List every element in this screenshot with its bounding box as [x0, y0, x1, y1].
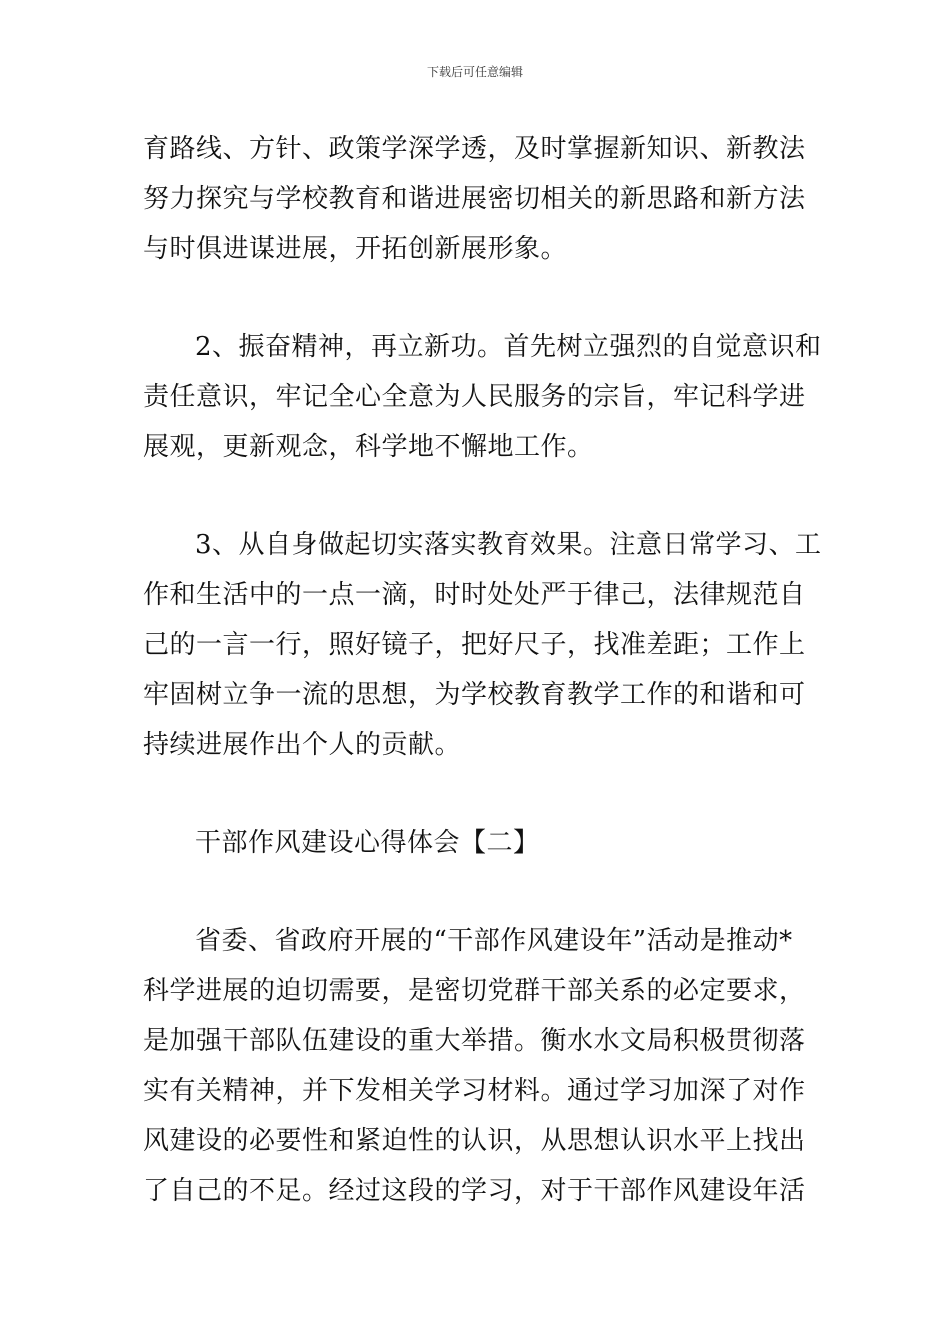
paragraph-line: 展观，更新观念，科学地不懈地工作。 [143, 432, 594, 462]
paragraph-line: 实有关精神，并下发相关学习材料。通过学习加深了对作 [143, 1076, 806, 1106]
page-header: 下载后可任意编辑 [426, 65, 523, 79]
document-body [143, 124, 822, 1216]
paragraph-3 [143, 520, 822, 770]
paragraph-line: 责任意识，牢记全心全意为人民服务的宗旨，牢记科学进 [143, 382, 806, 412]
paragraph-line: 持续进展作出个人的贡献。 [143, 730, 462, 760]
paragraph-line: 育路线、方针、政策学深学透，及时掌握新知识、新教法 [143, 134, 806, 164]
paragraph-spacer [143, 770, 811, 818]
paragraph-line: 2、振奋精神，再立新功。首先树立强烈的自觉意识和 [195, 332, 822, 362]
paragraph-line: 牢固树立争一流的思想，为学校教育教学工作的和谐和可 [143, 680, 806, 710]
paragraph-1 [143, 124, 811, 274]
section-heading-text: 干部作风建设心得体会【二】 [195, 828, 540, 858]
paragraph-line: 风建设的必要性和紧迫性的认识，从思想认识水平上找出 [143, 1126, 806, 1156]
paragraph-spacer [143, 274, 811, 322]
paragraph-line: 3、从自身做起切实落实教育效果。注意日常学习、工 [195, 530, 822, 560]
paragraph-line: 己的一言一行，照好镜子，把好尺子，找准差距；工作上 [143, 630, 806, 660]
paragraph-line: 了自己的不足。经过这段的学习，对于干部作风建设年活 [143, 1176, 806, 1206]
paragraph-line: 与时俱进谋进展，开拓创新展形象。 [143, 234, 568, 264]
paragraph-2 [143, 322, 822, 472]
paragraph-5 [143, 916, 811, 1216]
paragraph-line: 作和生活中的一点一滴，时时处处严于律己，法律规范自 [143, 580, 806, 610]
paragraph-spacer [143, 472, 811, 520]
section-heading [143, 818, 811, 868]
paragraph-line: 努力探究与学校教育和谐进展密切相关的新思路和新方法 [143, 184, 806, 214]
paragraph-line: 是加强干部队伍建设的重大举措。衡水水文局积极贯彻落 [143, 1026, 806, 1056]
paragraph-spacer [143, 868, 811, 916]
paragraph-line: 科学进展的迫切需要，是密切党群干部关系的必定要求， [143, 976, 806, 1006]
paragraph-line: 省委、省政府开展的“干部作风建设年”活动是推动* [195, 926, 793, 956]
